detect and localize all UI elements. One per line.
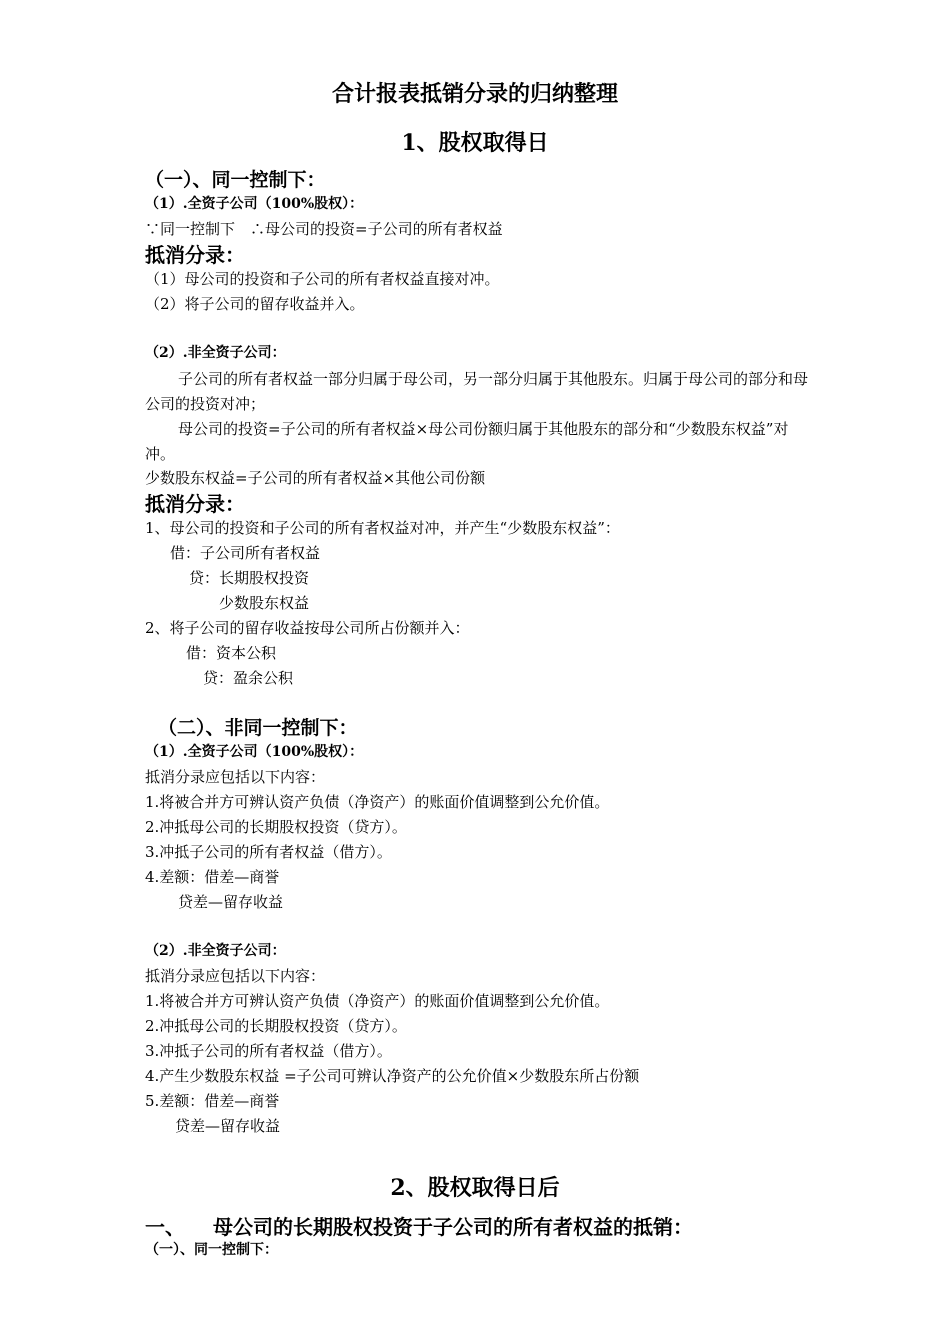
paragraph: 子公司的所有者权益一部分归属于母公司，另一部分归属于其他股东。归属于母公司的部分和母公司的投资对冲； xyxy=(145,370,809,413)
list-item: 4.差额：借差—商誉 xyxy=(145,868,280,886)
list-item: 4.产生少数股东权益 =子公司可辨认净资产的公允价值×少数股东所占份额 xyxy=(145,1067,640,1085)
section-1-heading: 1、股权取得日 xyxy=(401,130,549,156)
credit-line: 少数股东权益 xyxy=(219,594,310,612)
formula-line: 少数股东权益=子公司的所有者权益×其他公司份额 xyxy=(145,469,486,487)
list-item: 5.差额：借差—商誉 xyxy=(145,1092,280,1110)
list-item: 2.冲抵母公司的长期股权投资（贷方）。 xyxy=(145,1017,407,1035)
section-2-sub-heading: 母公司的长期股权投资于子公司的所有者权益的抵销： xyxy=(213,1215,693,1239)
section-1a-p1-heading: （1）.全资子公司（100%股权）： xyxy=(145,196,364,212)
credit-line: 贷：盈余公积 xyxy=(203,669,294,687)
reason-line: ∵同一控制下 ∴母公司的投资=子公司的所有者权益 xyxy=(145,220,503,238)
section-2-sub-number: 一、 xyxy=(145,1215,185,1239)
section-1b-p1-heading: （1）.全资子公司（100%股权）： xyxy=(145,744,364,760)
paragraph: 母公司的投资=子公司的所有者权益×母公司份额归属于其他股东的部分和“少数股东权益”对冲。 xyxy=(145,420,789,463)
section-1a-heading: （一）、同一控制下： xyxy=(145,169,326,191)
debit-line: 借：子公司所有者权益 xyxy=(170,544,321,562)
credit-line: 贷：长期股权投资 xyxy=(189,569,310,587)
list-item-continued: 贷差—留存收益 xyxy=(178,893,284,911)
list-item-continued: 贷差—留存收益 xyxy=(175,1117,281,1135)
section-1b-p2-heading: （2）.非全资子公司： xyxy=(145,943,286,959)
entry-line: （2）将子公司的留存收益并入。 xyxy=(145,295,365,313)
entries-label: 抵消分录： xyxy=(145,492,245,516)
list-item: 1.将被合并方可辨认资产负债（净资产）的账面价值调整到公允价值。 xyxy=(145,793,610,811)
section-2-heading: 2、股权取得日后 xyxy=(390,1175,560,1201)
entry-line: （1）母公司的投资和子公司的所有者权益直接对冲。 xyxy=(145,270,500,288)
entry-line: 1、母公司的投资和子公司的所有者权益对冲，并产生“少数股东权益”： xyxy=(145,519,620,537)
intro-line: 抵消分录应包括以下内容： xyxy=(145,768,326,786)
entry-line: 2、将子公司的留存收益按母公司所占份额并入： xyxy=(145,619,470,637)
debit-line: 借：资本公积 xyxy=(186,644,277,662)
intro-line: 抵消分录应包括以下内容： xyxy=(145,967,326,985)
entries-label: 抵消分录： xyxy=(145,243,245,267)
list-item: 3.冲抵子公司的所有者权益（借方）。 xyxy=(145,843,392,861)
section-1a-p2-heading: （2）.非全资子公司： xyxy=(145,345,286,361)
list-item: 3.冲抵子公司的所有者权益（借方）。 xyxy=(145,1042,392,1060)
section-1b-heading: （二）、非同一控制下： xyxy=(158,717,358,739)
list-item: 1.将被合并方可辨认资产负债（净资产）的账面价值调整到公允价值。 xyxy=(145,992,610,1010)
list-item: 2.冲抵母公司的长期股权投资（贷方）。 xyxy=(145,818,407,836)
section-2a-heading: （一）、同一控制下： xyxy=(145,1242,278,1258)
document-title: 合计报表抵销分录的归纳整理 xyxy=(331,81,618,107)
